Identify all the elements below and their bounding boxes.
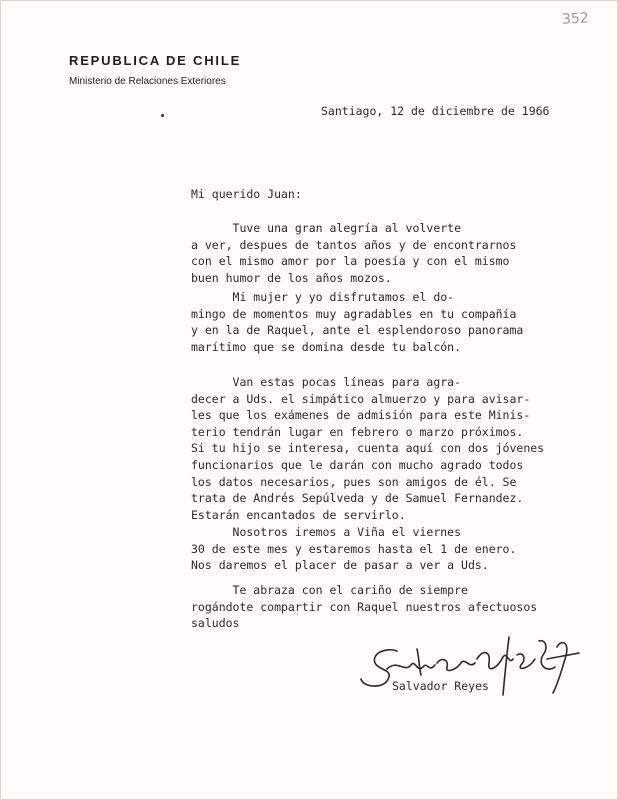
salutation: Mi querido Juan: <box>191 187 302 201</box>
signer-name: Salvador Reyes <box>392 679 489 693</box>
closing-paragraph: Te abraza con el cariño de siempre rogándote compartir con Raquel nuestros afectuosos saludos <box>191 583 538 631</box>
body-paragraph: Mi mujer y yo disfrutamos el do- mingo de momentos muy agradables en tu compañía y en la de Raquel, ante el esplendoroso panorama marítimo que se domina desde tu balcón. <box>191 290 524 354</box>
body-paragraph: Nosotros iremos a Viña el viernes 30 de este mes y estaremos hasta el 1 de enero. Nos daremos el placer de pasar a ver a Uds. <box>191 525 517 573</box>
letterhead-country: REPUBLICA DE CHILE <box>69 53 242 68</box>
letter-date: Santiago, 12 de diciembre de 1966 <box>321 104 550 118</box>
body-paragraph: Van estas pocas líneas para agra- decer a Uds. el simpático almuerzo y para avisar- les que los exámenes de admisión para este Minis- terio tendrán lugar en febrero o marzo próximos. Si tu hijo se interesa, cuenta aquí con dos jóvenes funcionarios que le darán con mucho agrado todos los datos necesarios, pues son amigos de él. Se trata de Andrés Sepúlveda y de Samuel Fernandez. Estarán encantados de servirlo. <box>191 375 545 522</box>
ink-dot <box>161 114 164 117</box>
letterhead <box>69 53 241 87</box>
archive-number: 352 <box>561 10 590 28</box>
letterhead-ministry: Ministerio de Relaciones Exteriores <box>69 76 226 87</box>
body-paragraph: Tuve una gran alegría al volverte a ver, despues de tantos años y de encontrarnos con el mismo amor por la poesía y con el mismo buen humor de los años mozos. <box>191 221 517 285</box>
